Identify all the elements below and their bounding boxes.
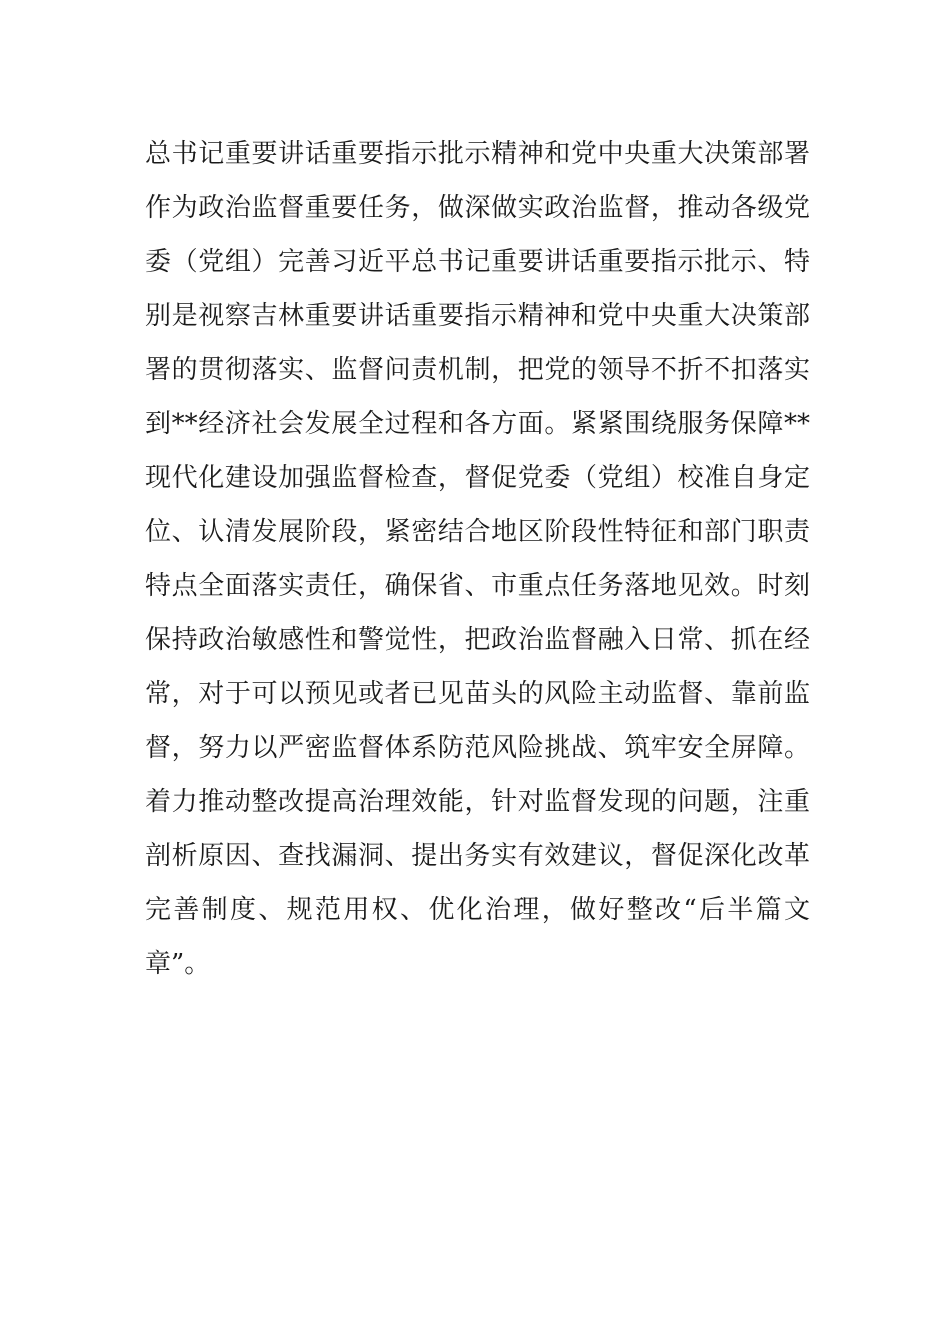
text-line: 到**经济社会发展全过程和各方面。紧紧围绕服务保障**	[145, 409, 810, 439]
text-line: 现代化建设加强监督检查，督促党委（党组）校准自身定	[145, 463, 810, 493]
text-line: 总书记重要讲话重要指示批示精神和党中央重大决策部署	[145, 139, 810, 169]
text-line-last: 章”。	[145, 949, 211, 979]
text-line: 常，对于可以预见或者已见苗头的风险主动监督、靠前监	[145, 679, 810, 709]
body-paragraph	[145, 127, 810, 991]
text-line: 保持政治敏感性和警觉性，把政治监督融入日常、抓在经	[145, 625, 810, 655]
text-line: 完善制度、规范用权、优化治理，做好整改“后半篇文	[145, 895, 810, 925]
text-line: 督，努力以严密监督体系防范风险挑战、筑牢安全屏障。	[145, 733, 810, 763]
text-line: 着力推动整改提高治理效能，针对监督发现的问题，注重	[145, 787, 810, 817]
text-line: 委（党组）完善习近平总书记重要讲话重要指示批示、特	[145, 247, 810, 277]
text-line: 别是视察吉林重要讲话重要指示精神和党中央重大决策部	[145, 301, 810, 331]
text-line: 剖析原因、查找漏洞、提出务实有效建议，督促深化改革	[145, 841, 810, 871]
text-line: 署的贯彻落实、监督问责机制，把党的领导不折不扣落实	[145, 355, 810, 385]
text-line: 位、认清发展阶段，紧密结合地区阶段性特征和部门职责	[145, 517, 810, 547]
text-line: 特点全面落实责任，确保省、市重点任务落地见效。时刻	[145, 571, 810, 601]
text-line: 作为政治监督重要任务，做深做实政治监督，推动各级党	[145, 193, 810, 223]
